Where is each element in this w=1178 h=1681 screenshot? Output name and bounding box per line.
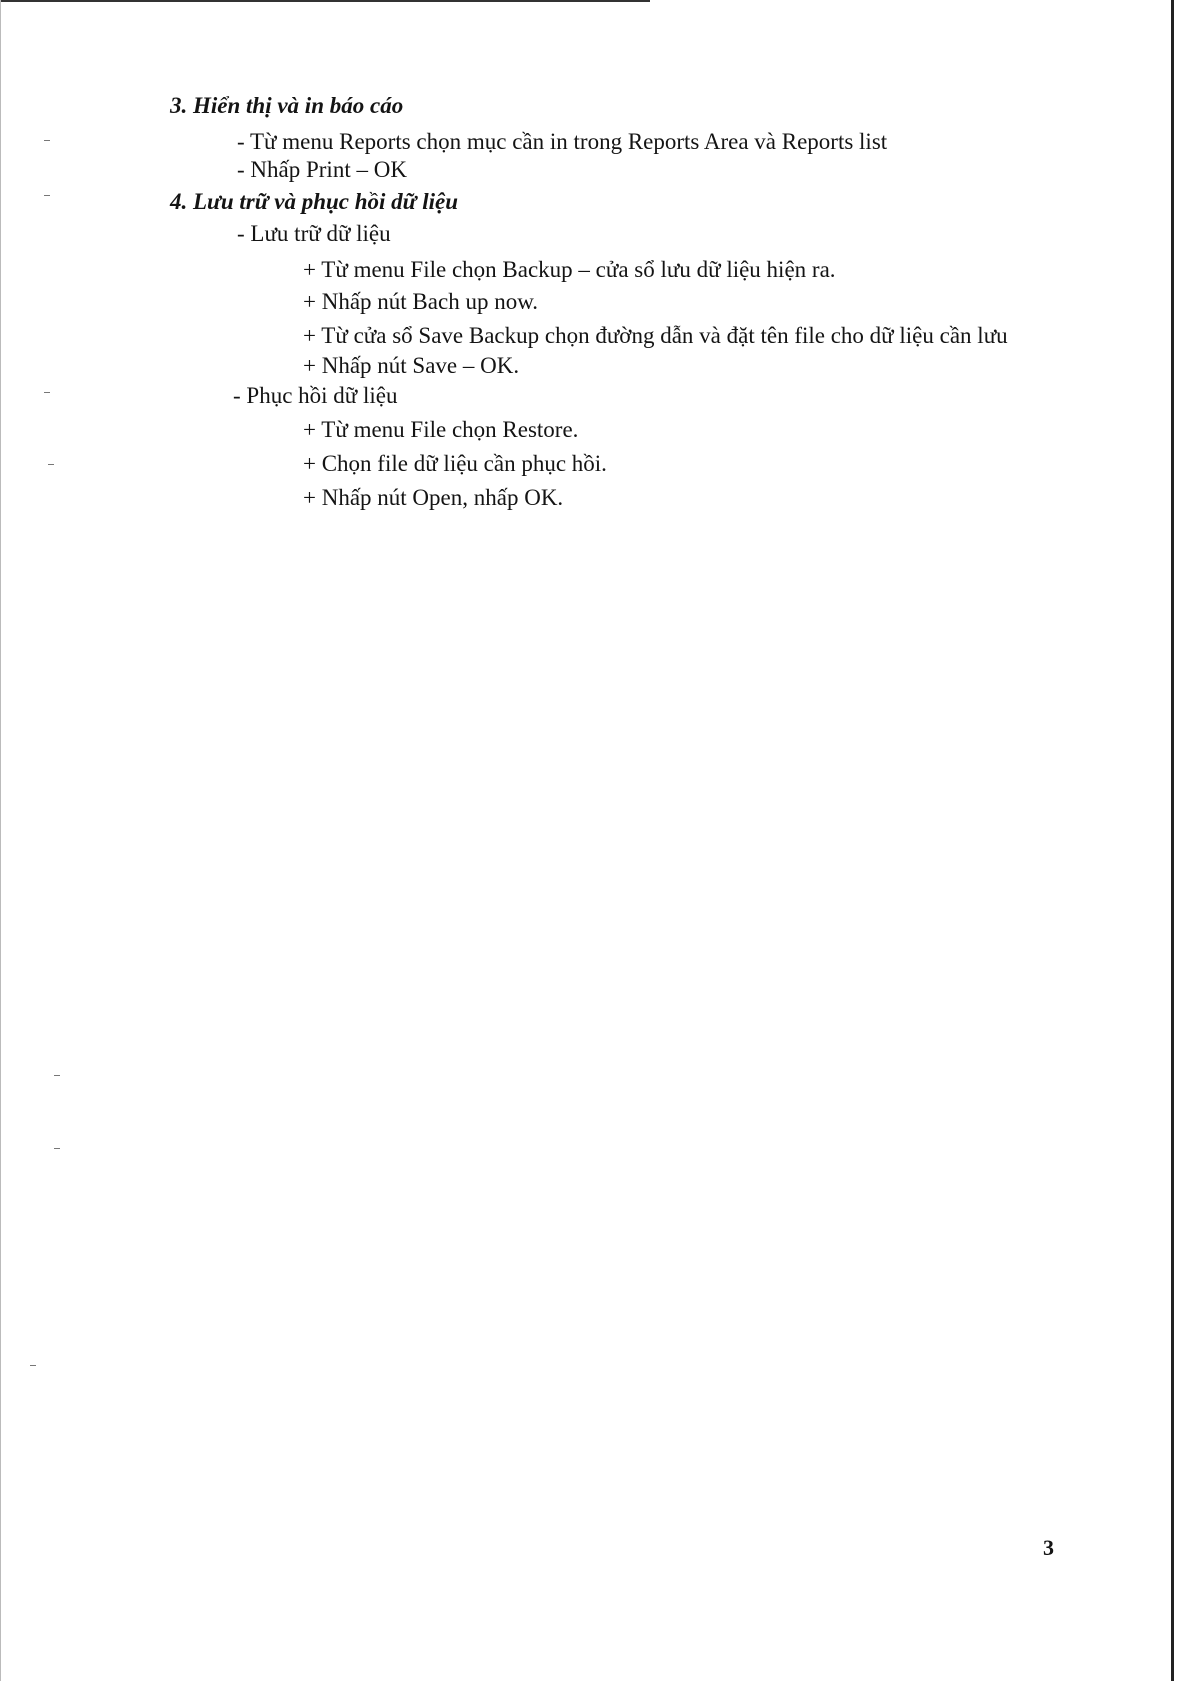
scan-top-border — [0, 0, 650, 2]
scan-mark — [44, 195, 50, 196]
scan-mark — [44, 392, 50, 393]
step-line: + Từ cửa sổ Save Backup chọn đường dẫn và đặt tên file cho dữ liệu cần lưu — [303, 323, 1008, 348]
section-heading: 4. Lưu trữ và phục hồi dữ liệu — [170, 189, 458, 214]
scan-mark — [54, 1075, 60, 1076]
page-number: 3 — [1043, 1535, 1054, 1560]
scan-mark — [48, 464, 54, 465]
scan-right-edge — [1171, 0, 1174, 1681]
scan-mark — [30, 1365, 36, 1366]
text-line: - Nhấp Print – OK — [237, 157, 407, 182]
text-line: - Từ menu Reports chọn mục cần in trong Reports Area và Reports list — [237, 129, 888, 154]
group-title: - Lưu trữ dữ liệu — [237, 221, 391, 246]
scan-mark — [54, 1148, 60, 1149]
step-line: + Nhấp nút Open, nhấp OK. — [303, 485, 564, 510]
step-line: + Nhấp nút Save – OK. — [303, 353, 520, 378]
step-line: + Nhấp nút Bach up now. — [303, 289, 539, 314]
step-line: + Từ menu File chọn Restore. — [303, 417, 579, 442]
group-title: - Phục hồi dữ liệu — [233, 383, 398, 408]
step-line: + Từ menu File chọn Backup – cửa sổ lưu dữ liệu hiện ra. — [303, 257, 836, 282]
scan-left-edge — [0, 0, 1, 1681]
step-line: + Chọn file dữ liệu cần phục hồi. — [303, 451, 607, 476]
scan-mark — [44, 140, 50, 141]
section-heading: 3. Hiển thị và in báo cáo — [170, 93, 404, 118]
